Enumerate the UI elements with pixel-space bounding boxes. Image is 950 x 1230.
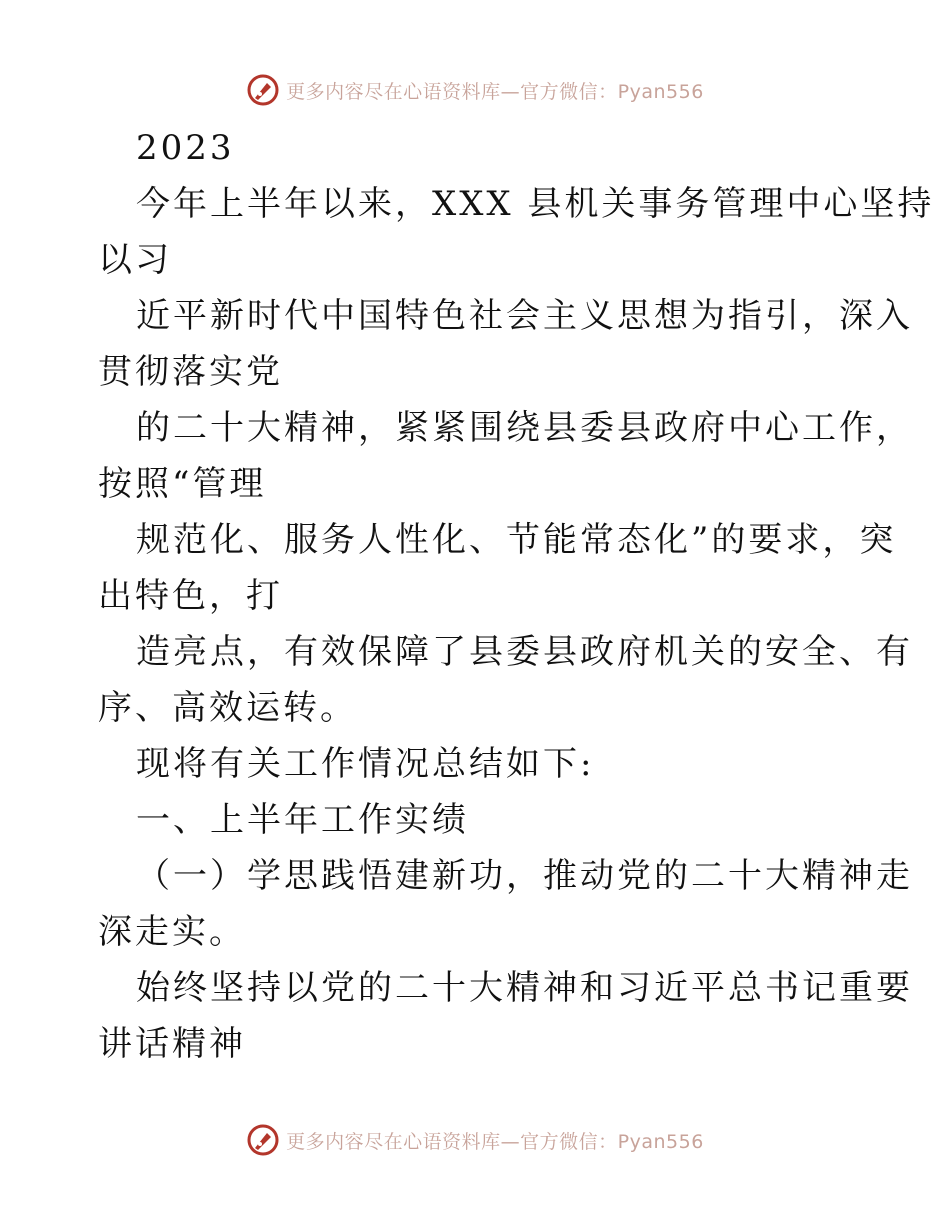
text-line: 贯彻落实党 — [98, 352, 283, 392]
text-line: 今年上半年以来，XXX 县机关事务管理中心坚持 — [136, 184, 935, 224]
text-line: 近平新时代中国特色社会主义思想为指引，深入 — [136, 296, 913, 336]
watermark-footer — [0, 1120, 950, 1160]
section-heading: 一、上半年工作实绩 — [136, 800, 469, 840]
text-line: 按照“管理 — [98, 464, 267, 504]
text-line: 以习 — [98, 240, 172, 280]
text-line: 始终坚持以党的二十大精神和习近平总书记重要 — [136, 968, 913, 1008]
watermark-text: 更多内容尽在心语资料库—官方微信：Pyan556 — [286, 80, 704, 103]
document-body — [98, 120, 935, 1072]
text-line: 规范化、服务人性化、节能常态化”的要求，突 — [136, 520, 897, 560]
watermark-header — [0, 70, 950, 110]
text-line: 的二十大精神，紧紧围绕县委县政府中心工作， — [136, 408, 913, 448]
watermark-text: 更多内容尽在心语资料库—官方微信：Pyan556 — [286, 1130, 704, 1153]
text-line: 现将有关工作情况总结如下: — [136, 744, 595, 784]
pen-nib-icon — [246, 73, 280, 107]
text-line: 造亮点，有效保障了县委县政府机关的安全、有 — [136, 632, 913, 672]
subsection-heading: （一）学思践悟建新功，推动党的二十大精神走 — [136, 856, 913, 896]
text-line: 2023 — [136, 128, 235, 168]
text-line: 讲话精神 — [98, 1024, 246, 1064]
text-line: 出特色，打 — [98, 576, 283, 616]
text-line: 序、高效运转。 — [98, 688, 357, 728]
pen-nib-icon — [246, 1123, 280, 1157]
text-line: 深走实。 — [98, 912, 246, 952]
